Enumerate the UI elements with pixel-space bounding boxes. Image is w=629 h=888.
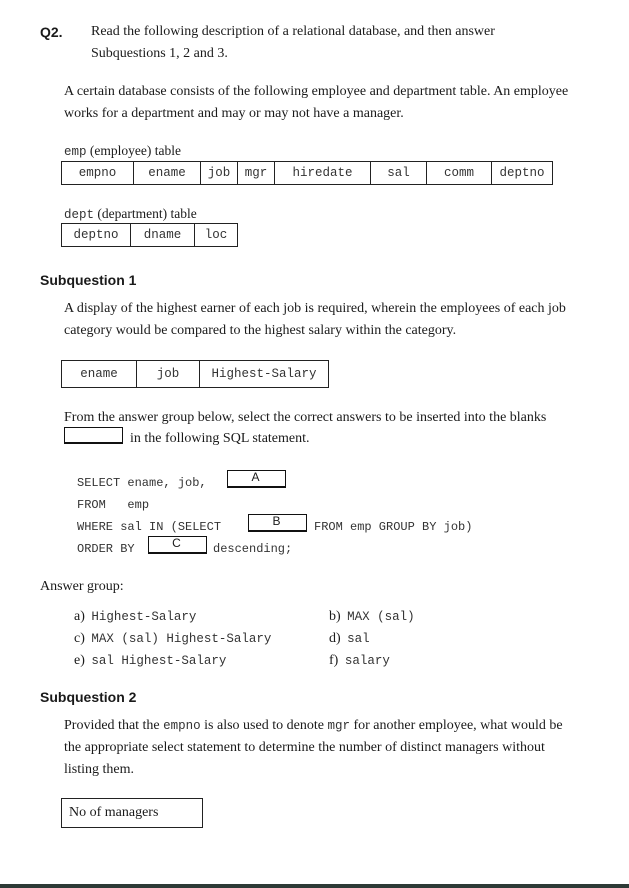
inline-blank-box [64, 427, 123, 444]
subquestion-1-heading: Subquestion 1 [40, 272, 137, 288]
database-description [64, 81, 568, 125]
subquestion-2-description [64, 715, 563, 781]
option-d-letter: d) [329, 631, 341, 646]
question-number: Q2. [40, 24, 63, 40]
sub2-line-1 [64, 715, 563, 737]
emp-table-code: emp [64, 145, 87, 159]
result-col-job: job [137, 361, 200, 388]
sql-line-order-by: ORDER BY [77, 542, 135, 556]
option-b-text: MAX (sal) [347, 610, 415, 624]
sql-where-condition: sal IN (SELECT [120, 520, 222, 534]
sub2-line1-post: for another employee, what would be [349, 718, 563, 733]
emp-table-caption [64, 143, 181, 159]
answer-option-f[interactable] [329, 652, 390, 669]
result-table-schema [61, 360, 329, 388]
option-e-text: sal Highest-Salary [91, 654, 227, 668]
page-bottom-border [0, 884, 629, 888]
emp-table-schema [61, 161, 553, 185]
answer-option-e[interactable] [74, 652, 226, 669]
sql-line-where [77, 520, 221, 534]
option-a-letter: a) [74, 609, 85, 624]
option-c-letter: c) [74, 631, 85, 646]
dept-table-caption [64, 206, 197, 222]
emp-col-ename: ename [134, 162, 201, 185]
blank-c-label: C [172, 536, 181, 550]
subquestion-1-description [64, 298, 566, 342]
blank-a-label: A [251, 470, 260, 484]
dept-table-caption-text: (department) table [94, 206, 197, 221]
answer-option-c[interactable] [74, 630, 271, 647]
answer-option-d[interactable] [329, 630, 370, 647]
emp-col-deptno: deptno [492, 162, 553, 185]
emp-col-hiredate: hiredate [275, 162, 371, 185]
dept-table-schema [61, 223, 238, 247]
blank-b-label: B [272, 514, 281, 528]
answer-option-b[interactable] [329, 608, 415, 625]
description-line-1: A certain database consists of the following employee and department table. An employee [64, 84, 569, 99]
emp-col-job: job [201, 162, 238, 185]
option-d-text: sal [347, 632, 370, 646]
sub1-instruction-line-1: From the answer group below, select the correct answers to be inserted into the blanks [64, 410, 547, 425]
emp-table-caption-text: (employee) table [86, 143, 181, 158]
sub2-line-3: listing them. [64, 762, 134, 777]
dept-col-deptno: deptno [62, 224, 131, 247]
sub2-line1-mid: is also used to denote [200, 718, 328, 733]
intro-line-1: Read the following description of a relational database, and then answer [91, 24, 495, 39]
result-col-ename: ename [62, 361, 137, 388]
sub1-desc-line-1: A display of the highest earner of each job is required, wherein the employees of each job [64, 301, 566, 316]
result-col-highest-salary: Highest-Salary [200, 361, 329, 388]
intro-line-2: Subquestions 1, 2 and 3. [91, 46, 228, 61]
description-line-2: works for a department and may or may not have a manager. [64, 106, 404, 121]
option-b-letter: b) [329, 609, 341, 624]
sql-line-from [77, 498, 149, 512]
answer-group-title: Answer group: [40, 579, 124, 594]
dept-col-loc: loc [195, 224, 238, 247]
option-c-text: MAX (sal) Highest-Salary [91, 632, 272, 646]
option-a-text: Highest-Salary [91, 610, 197, 624]
option-e-letter: e) [74, 653, 85, 668]
dept-col-dname: dname [131, 224, 195, 247]
option-f-text: salary [344, 654, 390, 668]
empno-code: empno [163, 719, 201, 733]
emp-col-empno: empno [62, 162, 134, 185]
sql-order-direction: descending; [213, 542, 293, 556]
sql-line-select: SELECT ename, job, [77, 476, 207, 490]
option-f-letter: f) [329, 653, 339, 668]
sub1-instruction-line-2: in the following SQL statement. [130, 431, 310, 446]
sub2-line-2: the appropriate select statement to determine the number of distinct managers without [64, 740, 545, 755]
managers-result-box: No of managers [61, 798, 203, 828]
emp-col-sal: sal [371, 162, 427, 185]
sub2-line1-pre: Provided that the [64, 718, 164, 733]
dept-table-code: dept [64, 208, 95, 222]
answer-option-a[interactable] [74, 608, 196, 625]
sub1-desc-line-2: category would be compared to the highest salary within the category. [64, 323, 457, 338]
sql-from-keyword: FROM [77, 498, 106, 512]
sql-from-table: emp [127, 498, 150, 512]
emp-col-comm: comm [427, 162, 492, 185]
sql-where-subquery-tail: FROM emp GROUP BY job) [314, 520, 473, 534]
mgr-code: mgr [327, 719, 350, 733]
emp-col-mgr: mgr [238, 162, 275, 185]
sql-where-keyword: WHERE [77, 520, 114, 534]
subquestion-2-heading: Subquestion 2 [40, 689, 137, 705]
question-intro [91, 21, 495, 65]
